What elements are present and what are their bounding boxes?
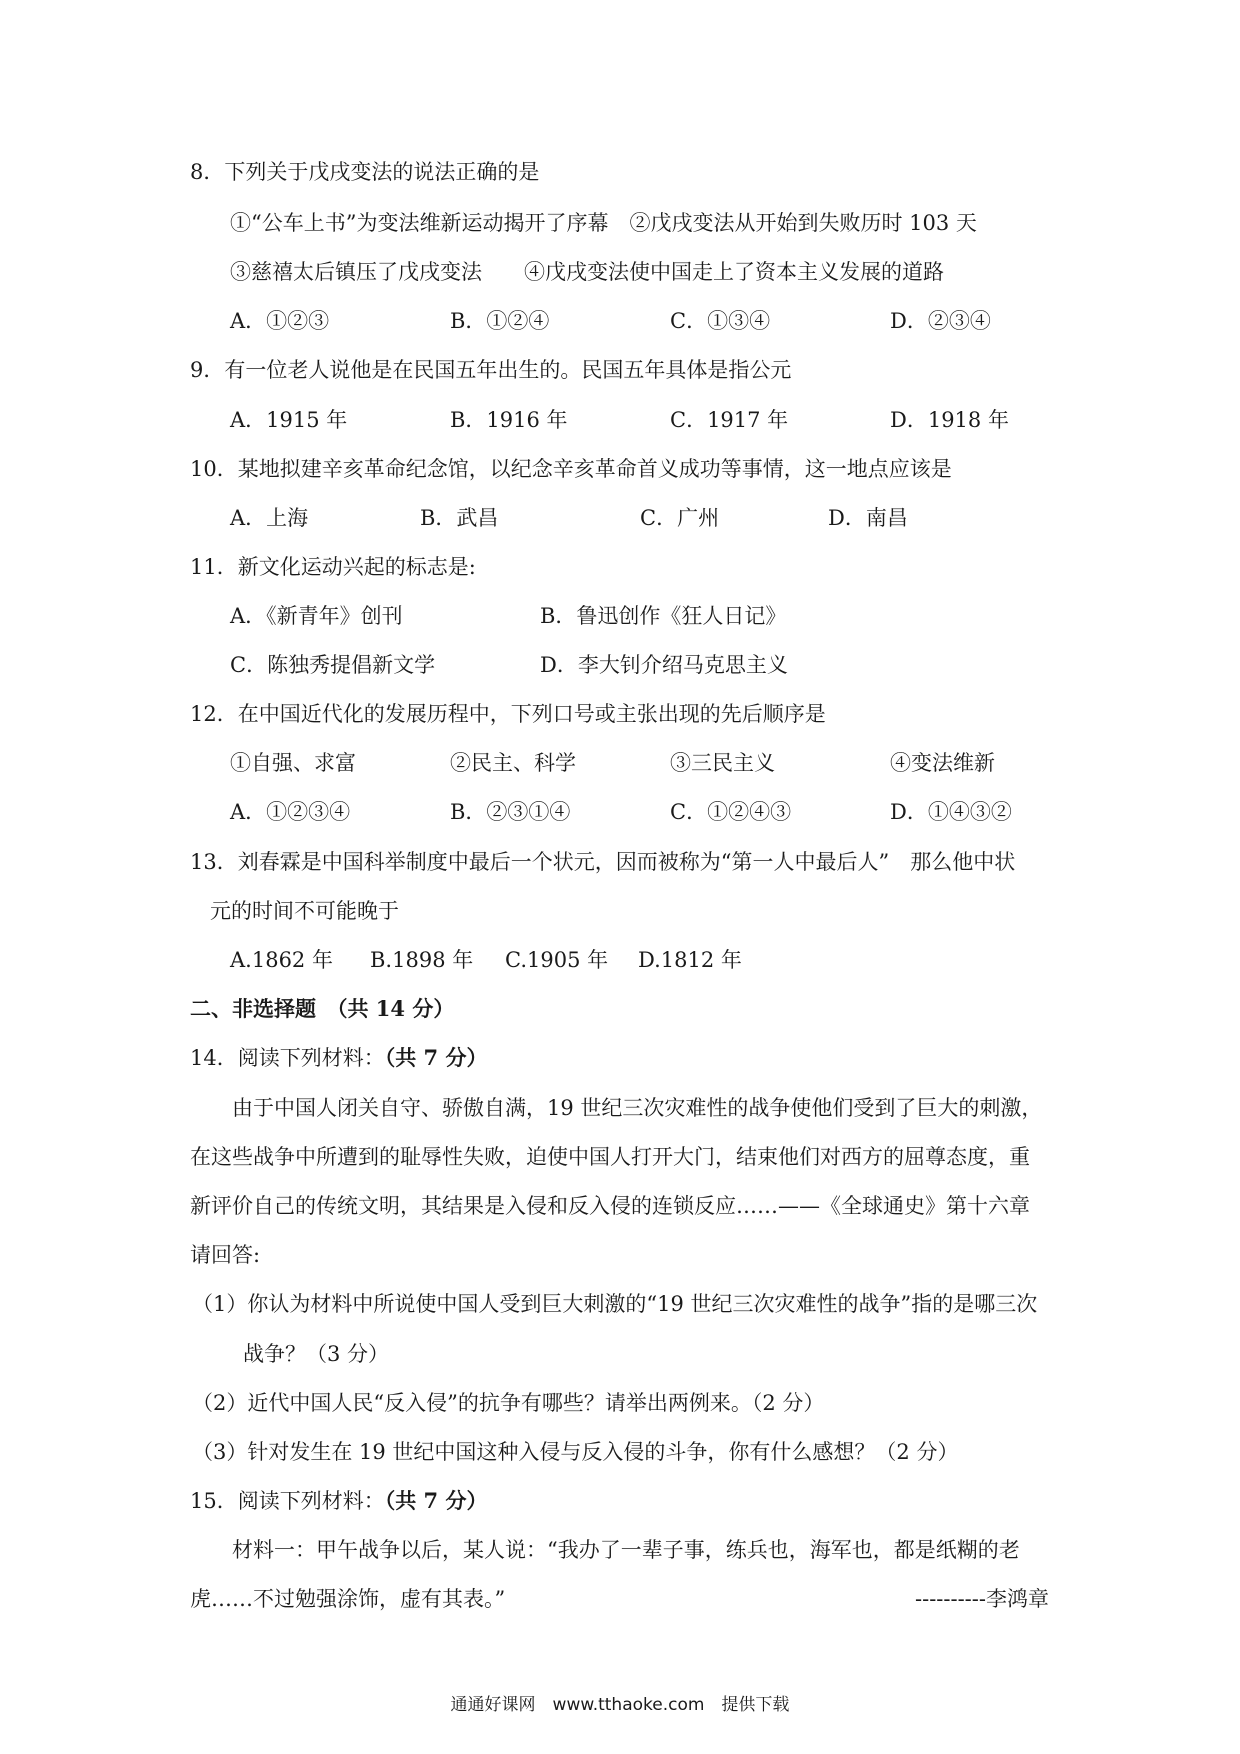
question-11-option-c: C．陈独秀提倡新文学 [230, 653, 436, 677]
question-14-stem-text: 14．阅读下列材料： [190, 1046, 385, 1070]
question-10-option-a: A．上海 [230, 506, 309, 530]
question-12-option-a: A．①②③④ [230, 800, 351, 824]
question-12-option-d: D．①④③② [890, 800, 1012, 824]
question-11-stem: 11．新文化运动兴起的标志是: [190, 555, 476, 579]
question-11-option-d: D．李大钊介绍马克思主义 [540, 653, 788, 677]
question-8-option-b: B．①②④ [450, 309, 550, 333]
question-13-option-a: A.1862 年 [230, 948, 333, 972]
question-9-stem: 9．有一位老人说他是在民国五年出生的。民国五年具体是指公元 [190, 358, 792, 382]
question-8-statement-line-2: ③慈禧太后镇压了戊戌变法 ④戊戌变法使中国走上了资本主义发展的道路 [230, 260, 944, 284]
question-15-points: （共 7 分） [384, 1488, 488, 1513]
question-8-option-d: D．②③④ [890, 309, 991, 333]
question-14-material-line-3: 新评价自己的传统文明，其结果是入侵和反入侵的连锁反应……——《全球通史》第十六章 [190, 1194, 1030, 1218]
question-13-option-c: C.1905 年 [505, 948, 609, 972]
question-12-option-c: C．①②④③ [670, 800, 792, 824]
question-8-stem: 8．下列关于戊戌变法的说法正确的是 [190, 160, 540, 184]
question-10-option-c: C．广州 [640, 506, 720, 530]
question-15-material-1-line-1: 材料一：甲午战争以后，某人说：“我办了一辈子事，练兵也，海军也，都是纸糊的老 [232, 1538, 1020, 1562]
question-8-statement-line-1: ①“公车上书”为变法维新运动揭开了序幕 ②戊戌变法从开始到失败历时 103 天 [230, 211, 977, 235]
question-13-stem-continued: 元的时间不可能晚于 [210, 899, 399, 923]
question-14-stem [190, 1043, 487, 1073]
question-9-option-d: D．1918 年 [890, 408, 1009, 432]
question-8-option-c: C．①③④ [670, 309, 771, 333]
question-12-option-b: B．②③①④ [450, 800, 571, 824]
section-2-title: 二、非选择题 （共 14 分） [190, 996, 455, 1021]
question-14-sub-2: （2）近代中国人民“反入侵”的抗争有哪些？请举出两例来。（2 分） [192, 1391, 825, 1415]
question-12-item-2: ②民主、科学 [450, 751, 576, 775]
question-12-stem: 12．在中国近代化的发展历程中，下列口号或主张出现的先后顺序是 [190, 702, 826, 726]
question-13-stem: 13．刘春霖是中国科举制度中最后一个状元，因而被称为“第一人中最后人” 那么他中状 [190, 850, 1016, 874]
question-14-material-line-1: 由于中国人闭关自守、骄傲自满，19 世纪三次灾难性的战争使他们受到了巨大的刺激， [232, 1096, 1043, 1120]
question-14-material-line-2: 在这些战争中所遭到的耻辱性失败，迫使中国人打开大门，结束他们对西方的屈尊态度，重 [190, 1145, 1030, 1169]
question-14-points: （共 7 分） [384, 1045, 488, 1070]
question-9-option-a: A．1915 年 [230, 408, 348, 432]
question-14-sub-1-continued: 战争？（3 分） [243, 1342, 390, 1366]
question-10-option-d: D．南昌 [828, 506, 908, 530]
question-15-material-1-source: ----------李鸿章 [915, 1587, 1049, 1611]
question-15-stem-text: 15．阅读下列材料： [190, 1489, 385, 1513]
question-13-option-d: D.1812 年 [638, 948, 742, 972]
question-9-option-c: C．1917 年 [670, 408, 789, 432]
question-12-item-3: ③三民主义 [670, 751, 775, 775]
question-13-option-b: B.1898 年 [370, 948, 474, 972]
page-footer: 通通好课网 www.tthaoke.com 提供下载 [450, 1695, 790, 1715]
question-9-option-b: B．1916 年 [450, 408, 568, 432]
question-10-stem: 10．某地拟建辛亥革命纪念馆，以纪念辛亥革命首义成功等事情，这一地点应该是 [190, 457, 952, 481]
question-15-material-1-line-2: 虎……不过勉强涂饰，虚有其表。” [190, 1587, 506, 1611]
question-14-sub-1: （1）你认为材料中所说使中国人受到巨大刺激的“19 世纪三次灾难性的战争”指的是哪三次 [192, 1292, 1038, 1316]
question-11-option-a: A．《新青年》创刊 [230, 604, 403, 628]
question-10-option-b: B．武昌 [420, 506, 499, 530]
question-12-item-1: ①自强、求富 [230, 751, 356, 775]
question-8-option-a: A．①②③ [230, 309, 330, 333]
question-14-ask: 请回答: [190, 1243, 261, 1267]
question-14-sub-3: （3）针对发生在 19 世纪中国这种入侵与反入侵的斗争，你有什么感想？（2 分） [192, 1440, 959, 1464]
question-12-item-4: ④变法维新 [890, 751, 995, 775]
question-11-option-b: B．鲁迅创作《狂人日记》 [540, 604, 787, 628]
question-15-stem [190, 1486, 487, 1516]
